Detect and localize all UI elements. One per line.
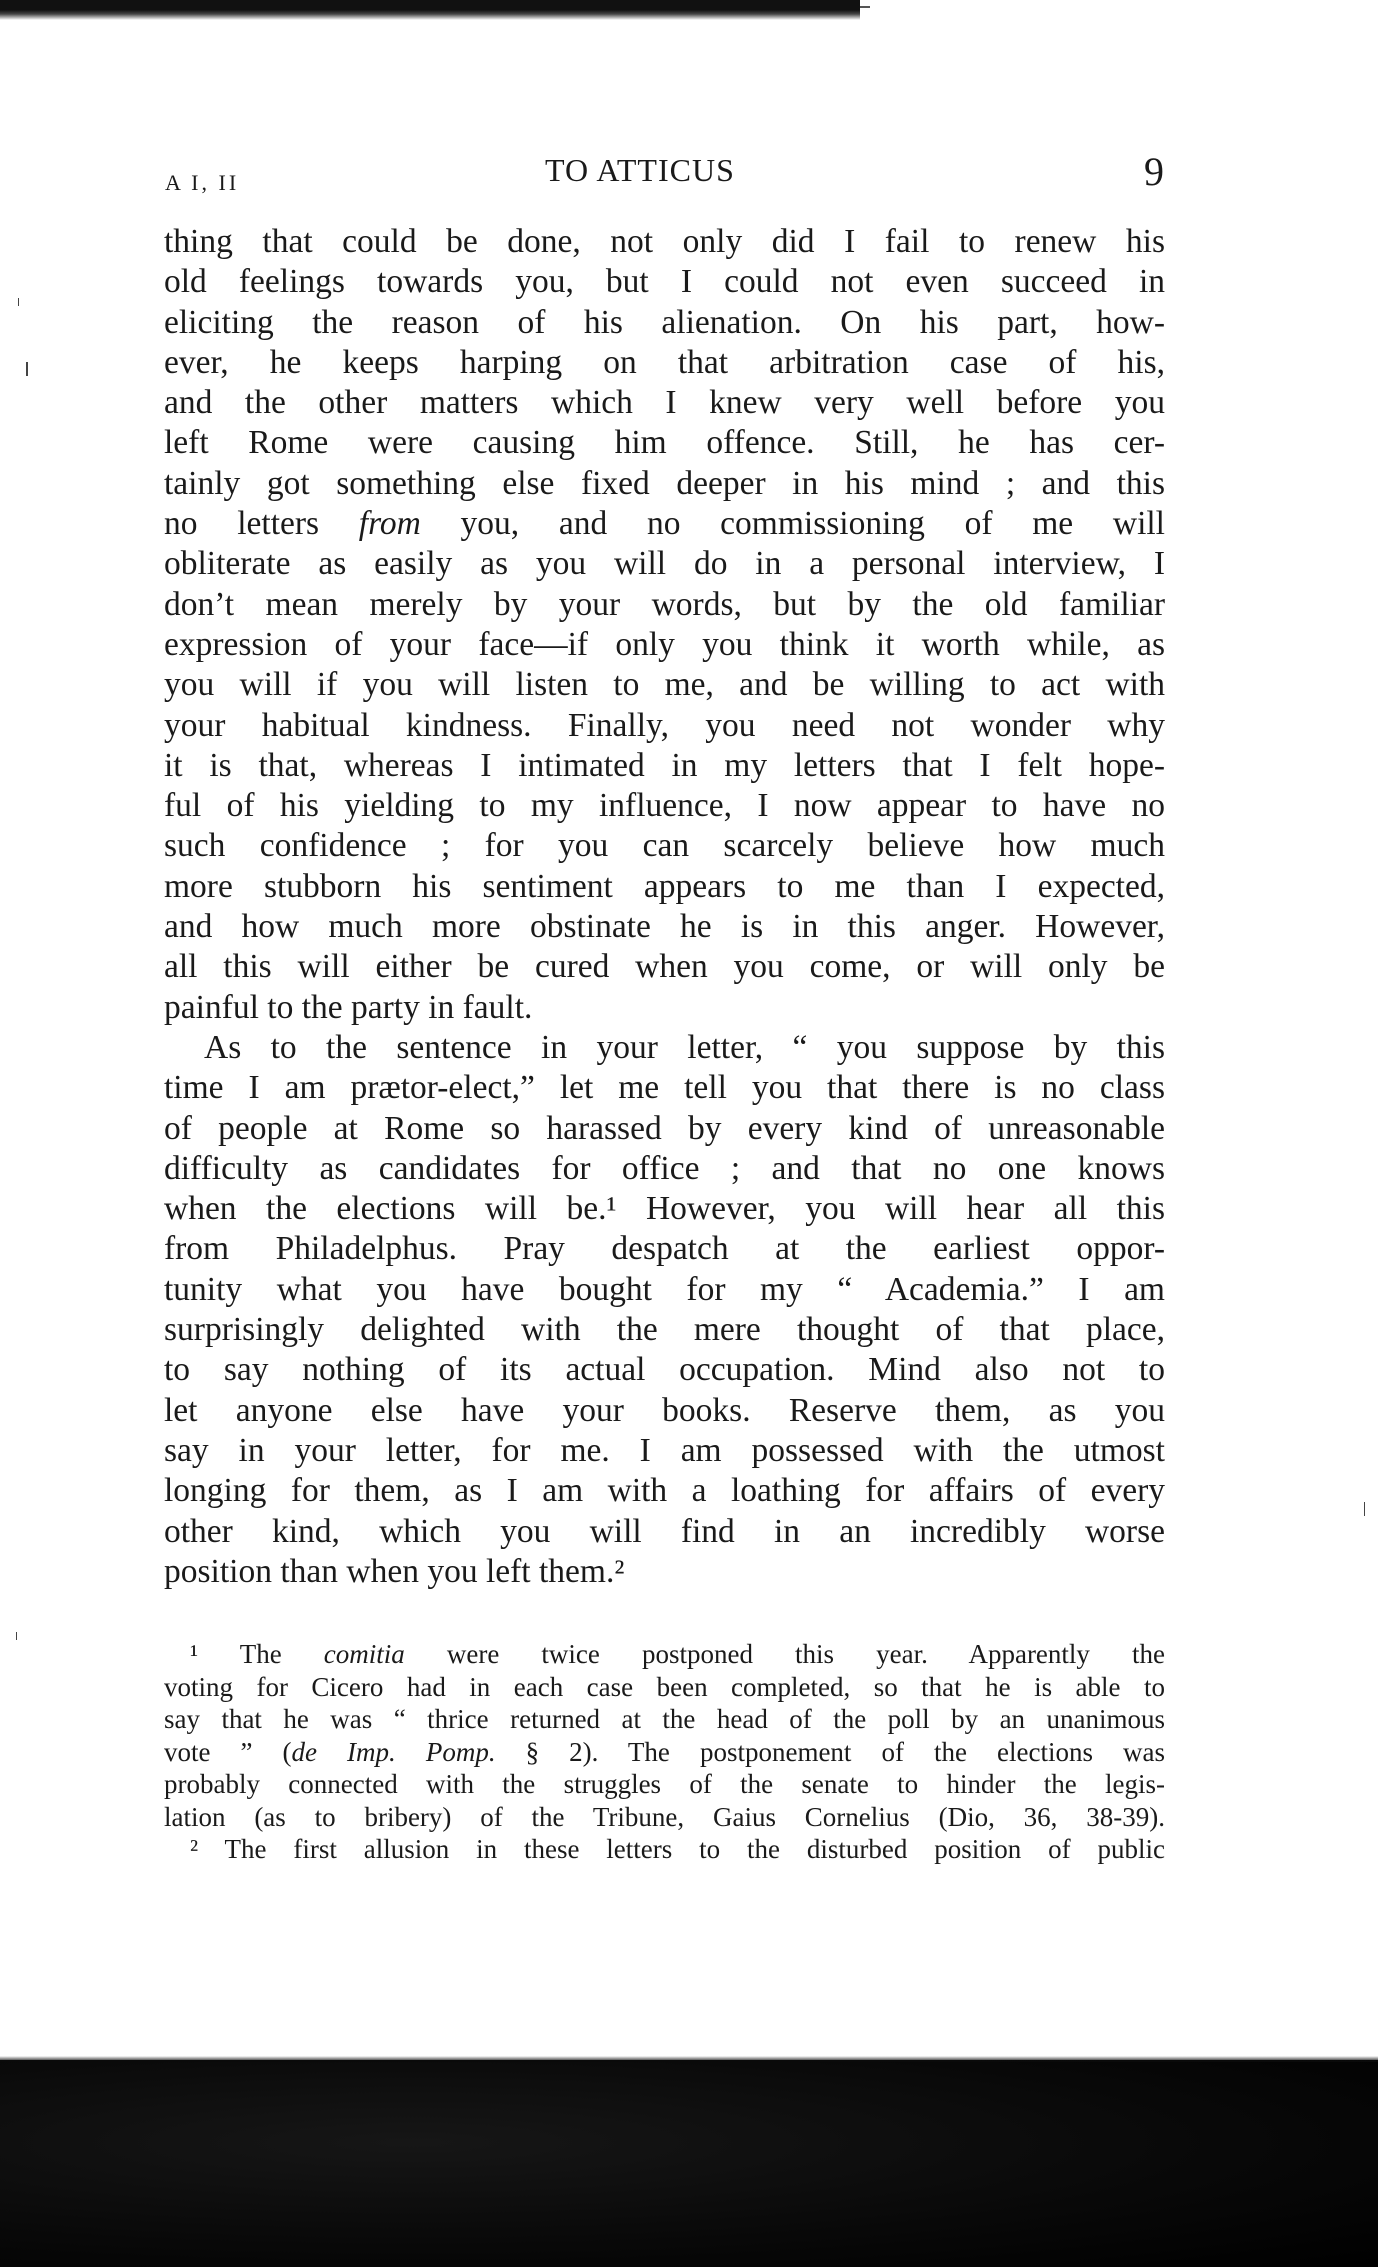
scan-edge-bottom-fade <box>0 2056 1378 2062</box>
text-line: old feelings towards you, but I could not even succeed in <box>164 263 1165 301</box>
text-line: left Rome were causing him offence. Still, he has cer- <box>164 424 1165 462</box>
text-line: say in your letter, for me. I am possessed with the utmost <box>164 1431 1165 1469</box>
text-line: it is that, whereas I intimated in my letters that I felt hope- <box>164 746 1165 784</box>
footnote-line: lation (as to bribery) of the Tribune, Gaius Cornelius (Dio, 36, 38-39). <box>164 1801 1165 1832</box>
text-line: of people at Rome so harassed by every kind of unreasonable <box>164 1109 1165 1147</box>
page-number: 9 <box>1144 149 1164 194</box>
text-line: let anyone else have your books. Reserve them, as you <box>164 1391 1165 1429</box>
footnote-line: probably connected with the struggles of the senate to hinder the legis- <box>164 1769 1165 1799</box>
footnote-line: say that he was “ thrice returned at the head of the poll by an unanimous <box>164 1704 1165 1734</box>
margin-mark <box>1364 1502 1365 1516</box>
text-line: you will if you will listen to me, and be willing to act with <box>164 666 1165 704</box>
text-line: to say nothing of its actual occupation. Mind also not to <box>164 1351 1165 1389</box>
text-line: tunity what you have bought for my “ Academia.” I am <box>164 1270 1165 1308</box>
text-line: As to the sentence in your letter, “ you suppose by this <box>204 1028 1165 1066</box>
footnote-line: voting for Cicero had in each case been completed, so that he is able to <box>164 1671 1165 1702</box>
footnote-line: ¹ The comitia were twice postponed this year. Apparently the <box>190 1639 1165 1669</box>
text-line: surprisingly delighted with the mere thought of that place, <box>164 1311 1165 1349</box>
text-line: longing for them, as I am with a loathing for affairs of every <box>164 1472 1165 1510</box>
running-head-section: A I, II <box>165 170 240 195</box>
text-line: more stubborn his sentiment appears to me than I expected, <box>164 867 1165 905</box>
footnote-line: vote ” (de Imp. Pomp. § 2). The postponement of the elections was <box>164 1736 1165 1767</box>
text-line: no letters from you, and no commissioning of me will <box>164 505 1165 543</box>
margin-mark <box>26 362 28 376</box>
body-text <box>164 222 1165 1592</box>
text-line: thing that could be done, not only did I fail to renew his <box>164 223 1165 260</box>
text-line: position than when you left them.² <box>164 1552 625 1590</box>
text-line: all this will either be cured when you come, or will only be <box>164 948 1165 986</box>
text-line: tainly got something else fixed deeper in his mind ; and this <box>164 464 1165 502</box>
text-line: from Philadelphus. Pray despatch at the earliest oppor- <box>164 1230 1165 1268</box>
text-line: and the other matters which I knew very well before you <box>164 384 1165 422</box>
text-line: your habitual kindness. Finally, you need not wonder why <box>164 706 1165 744</box>
text-line: eliciting the reason of his alienation. On his part, how- <box>164 303 1165 341</box>
text-line: ful of his yielding to my influence, I now appear to have no <box>164 787 1165 825</box>
running-head-title: TO ATTICUS <box>545 152 735 188</box>
margin-mark <box>18 298 19 306</box>
text-line: obliterate as easily as you will do in a personal interview, I <box>164 545 1165 583</box>
text-line: expression of your face—if only you think it worth while, as <box>164 625 1165 663</box>
scan-edge-bottom <box>0 2060 1378 2267</box>
text-line: ever, he keeps harping on that arbitration case of his, <box>164 343 1165 381</box>
text-line: when the elections will be.¹ However, you will hear all this <box>164 1190 1165 1228</box>
footnote-line: ² The first allusion in these letters to the disturbed position of public <box>190 1834 1165 1864</box>
scan-edge-top <box>0 0 860 20</box>
footnotes <box>164 1638 1165 1866</box>
text-line: painful to the party in fault. <box>164 988 533 1026</box>
running-header <box>165 149 1165 196</box>
text-line: other kind, which you will find in an incredibly worse <box>164 1512 1165 1550</box>
text-line: such confidence ; for you can scarcely believe how much <box>164 827 1165 865</box>
text-line: time I am prætor-elect,” let me tell you that there is no class <box>164 1069 1165 1107</box>
text-line: don’t mean merely by your words, but by the old familiar <box>164 585 1165 623</box>
text-line: difficulty as candidates for office ; and that no one knows <box>164 1149 1165 1187</box>
scan-rule-top <box>860 6 870 8</box>
text-line: and how much more obstinate he is in this anger. However, <box>164 908 1165 946</box>
margin-mark <box>16 1632 17 1640</box>
